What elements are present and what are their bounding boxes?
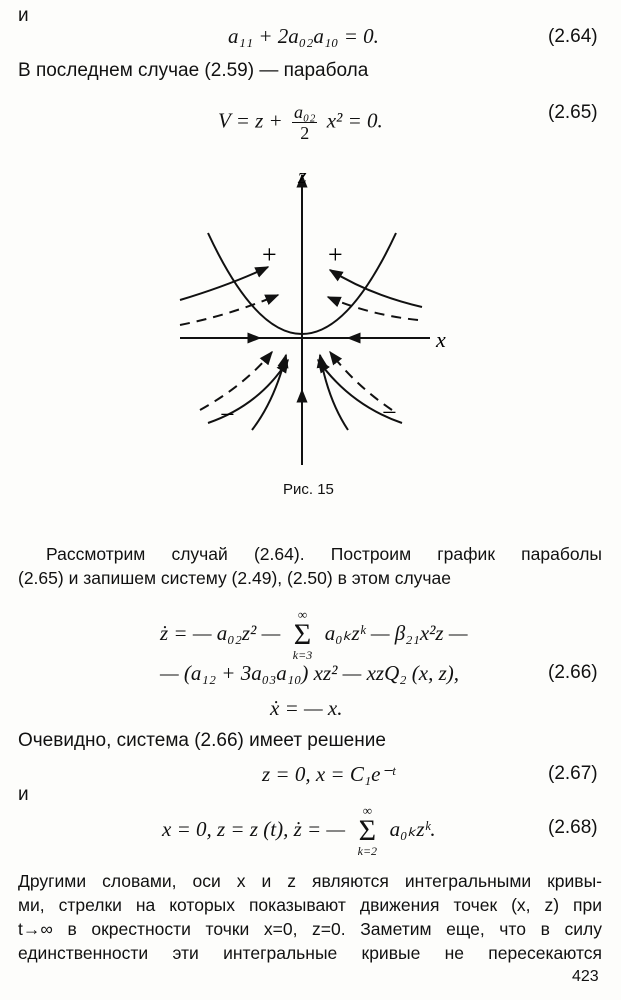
summation [350,805,384,857]
trajectory-inner-lower-left [252,355,286,430]
minus-sign-right: − [382,398,397,427]
fraction-denominator: 2 [300,123,310,143]
fraction-numerator: a₀₂ [293,102,316,122]
conjunction-and: и [18,5,29,26]
page-number: 423 [572,968,599,985]
equation-number-2-68: (2.68) [548,817,598,838]
text-obviously: Очевидно, система (2.66) имеет решение [18,730,386,751]
paragraph-line: t→∞ в окрестности точки x=0, z=0. Заметим еще, что в силу [18,919,602,939]
paragraph-line: Другими словами, оси x и z являются интегральными кривы- [18,871,602,891]
equation-number-2-67: (2.67) [548,763,598,784]
sigma-icon: Σ [358,814,377,847]
figure-15-phase-portrait [160,155,460,470]
formula-2-65 [218,102,383,143]
sum-lower-limit: k=2 [357,844,378,858]
system-line-2: — (a₁₂ + 3a₀₃a₁₀) xz² — xzQ₂ (x, z), [160,661,460,685]
dashed-trajectory-lower-left [200,352,272,410]
sum-lower-limit: k=3 [292,648,313,662]
fraction [292,102,318,143]
trajectory-upper-left [180,267,268,300]
sum-upper-limit: ∞ [362,803,372,818]
minus-sign-left: − [220,400,235,429]
equation-number-2-64: (2.64) [548,26,598,47]
z-axis-label: z [298,163,307,188]
equation-number-2-66: (2.66) [548,662,598,683]
trajectory-inner-lower-right [320,355,348,430]
plus-sign-right: + [328,240,343,269]
formula-2-65-lhs: V = z + [218,108,283,133]
formula-2-68-end: a₀ₖzᵏ. [389,816,436,841]
sigma-icon: Σ [293,618,312,651]
paragraph-line: единственности эти интегральные кривые не пересекаются [18,943,602,963]
conjunction-and: и [18,784,29,805]
system-line-1 [160,609,468,661]
sum-upper-limit: ∞ [297,607,308,622]
formula-2-67: z = 0, x = C₁e⁻ᵗ [262,762,396,786]
summation [286,609,320,661]
text-last-case: В последнем случае (2.59) — парабола [18,60,369,81]
system-line-3: ẋ = — x. [270,696,343,720]
equation-number-2-65: (2.65) [548,102,598,123]
plus-sign-left: + [262,240,277,269]
system-line-1-end: a₀ₖzᵏ — β₂₁x²z — [324,620,468,645]
formula-2-68-start: x = 0, z = z (t), ż = — [162,816,346,841]
system-line-1-start: ż = — a₀₂z² — [160,620,281,645]
x-axis-label: x [436,327,446,352]
paragraph-line: Рассмотрим случай (2.64). Построим график параболы [46,544,602,564]
trajectory-upper-right [330,270,422,307]
formula-2-65-rhs: x² = 0. [326,108,383,133]
dashed-trajectory-upper-left [180,295,278,325]
paragraph-line: (2.65) и запишем систему (2.49), (2.50) в этом случае [18,568,452,588]
paragraph-line: ми, стрелки на которых показывают движения точек (x, z) при [18,895,602,915]
formula-2-64: a₁₁ + 2a₀₂a₁₀ = 0. [228,24,379,48]
figure-caption: Рис. 15 [283,481,334,498]
formula-2-68 [162,805,436,857]
